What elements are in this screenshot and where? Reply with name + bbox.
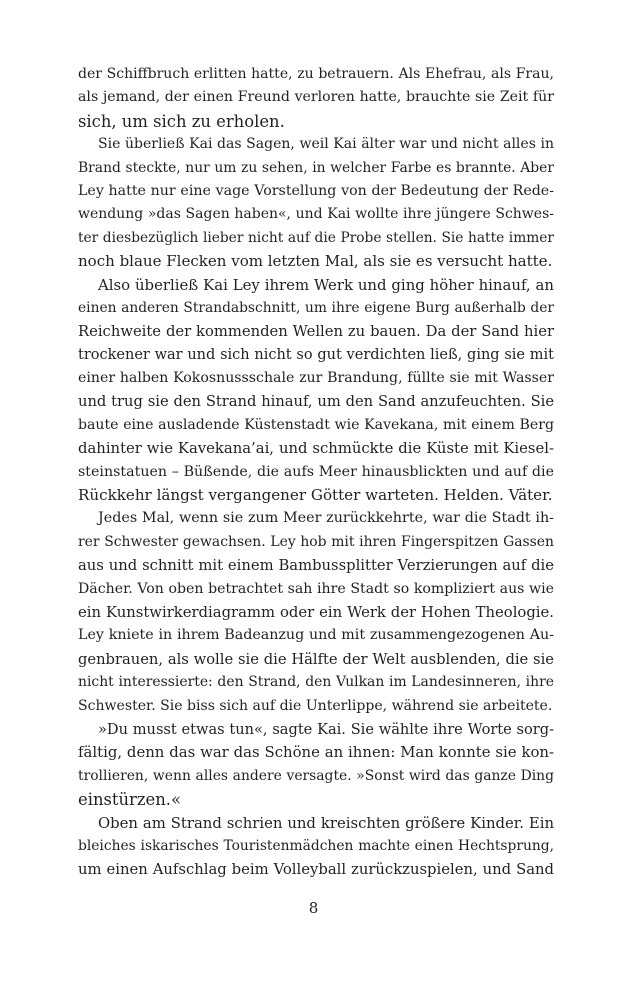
text-line: als jemand, der einen Freund verloren hatte, brauchte sie Zeit für — [78, 89, 554, 106]
text-line: einer halben Kokosnussschale zur Brandung, füllte sie mit Wasser — [78, 370, 554, 387]
text-line: Dächer. Von oben betrachtet sah ihre Stadt so kompliziert aus wie — [78, 580, 554, 597]
text-line: einstürzen.« — [78, 790, 182, 810]
text-line: ter diesbezüglich lieber nicht auf die Probe stellen. Sie hatte immer — [78, 229, 554, 246]
text-line: Schwester. Sie biss sich auf die Unterlippe, während sie arbeitete. — [78, 697, 553, 714]
paragraph — [78, 812, 554, 882]
paragraph — [78, 63, 554, 133]
text-line: und trug sie den Strand hinauf, um den Sand anzufeuchten. Sie — [78, 393, 554, 411]
text-line: bleiches iskarisches Touristenmädchen machte einen Hechtsprung, — [78, 837, 554, 854]
text-line: Sie überließ Kai das Sagen, weil Kai älter war und nicht alles in — [98, 136, 554, 153]
text-line: Jedes Mal, wenn sie zum Meer zurückkehrte, war die Stadt ih- — [98, 510, 554, 527]
paragraph — [78, 718, 554, 812]
text-line: dahinter wie Kavekana’ai, und schmückte die Küste mit Kiesel- — [78, 440, 554, 458]
text-line: rer Schwester gewachsen. Ley hob mit ihren Fingerspitzen Gassen — [78, 533, 554, 550]
text-line: Reichweite der kommenden Wellen zu bauen. Da der Sand hier — [78, 323, 554, 341]
text-line: aus und schnitt mit einem Bambussplitter Verzierungen auf die — [78, 557, 554, 575]
paragraph — [78, 133, 554, 273]
text-line: wendung »das Sagen haben«, und Kai wollte ihre jüngere Schwes- — [78, 206, 554, 223]
text-line: trockener war und sich nicht so gut verdichten ließ, ging sie mit — [78, 346, 554, 363]
text-line: »Du musst etwas tun«, sagte Kai. Sie wählte ihre Worte sorg- — [98, 720, 554, 738]
text-line: Oben am Strand schrien und kreischten größere Kinder. Ein — [98, 814, 554, 832]
text-line: um einen Aufschlag beim Volleyball zurückzuspielen, und Sand — [78, 861, 554, 879]
paragraph — [78, 274, 554, 508]
text-line: sich, um sich zu erholen. — [78, 111, 285, 131]
text-line: Brand steckte, nur um zu sehen, in welcher Farbe es brannte. Aber — [78, 159, 554, 176]
text-line: Ley hatte nur eine vage Vorstellung von der Bedeutung der Rede- — [78, 182, 554, 199]
text-line: der Schiffbruch erlitten hatte, zu betrauern. Als Ehefrau, als Frau, — [78, 66, 554, 82]
text-line: Ley kniete in ihrem Badeanzug und mit zusammengezogenen Au- — [78, 627, 554, 644]
text-line: fältig, denn das war das Schöne an ihnen: Man konnte sie kon- — [78, 743, 554, 762]
text-line: genbrauen, als wolle sie die Hälfte der Welt ausblenden, die sie — [78, 650, 554, 668]
text-line: ein Kunstwirkerdiagramm oder ein Werk der Hohen Theologie. — [78, 603, 554, 621]
text-line: baute eine ausladende Küstenstadt wie Kavekana, mit einem Berg — [78, 416, 554, 433]
body-text — [78, 63, 554, 882]
paragraph — [78, 507, 554, 718]
text-line: nicht interessierte: den Strand, den Vulkan im Landesinneren, ihre — [78, 674, 554, 691]
text-line: Also überließ Kai Ley ihrem Werk und ging höher hinauf, an — [98, 275, 554, 294]
text-line: trollieren, wenn alles andere versagte. »Sonst wird das ganze Ding — [78, 767, 554, 784]
text-line: steinstatuen – Büßende, die aufs Meer hinausblickten und auf die — [78, 463, 554, 480]
page-number: 8 — [308, 899, 319, 917]
text-line: Rückkehr längst vergangener Götter warteten. Helden. Väter. — [78, 486, 553, 505]
text-line: noch blaue Flecken vom letzten Mal, als sie es versucht hatte. — [78, 252, 553, 271]
text-line: einen anderen Strandabschnitt, um ihre eigene Burg außerhalb der — [78, 299, 554, 316]
